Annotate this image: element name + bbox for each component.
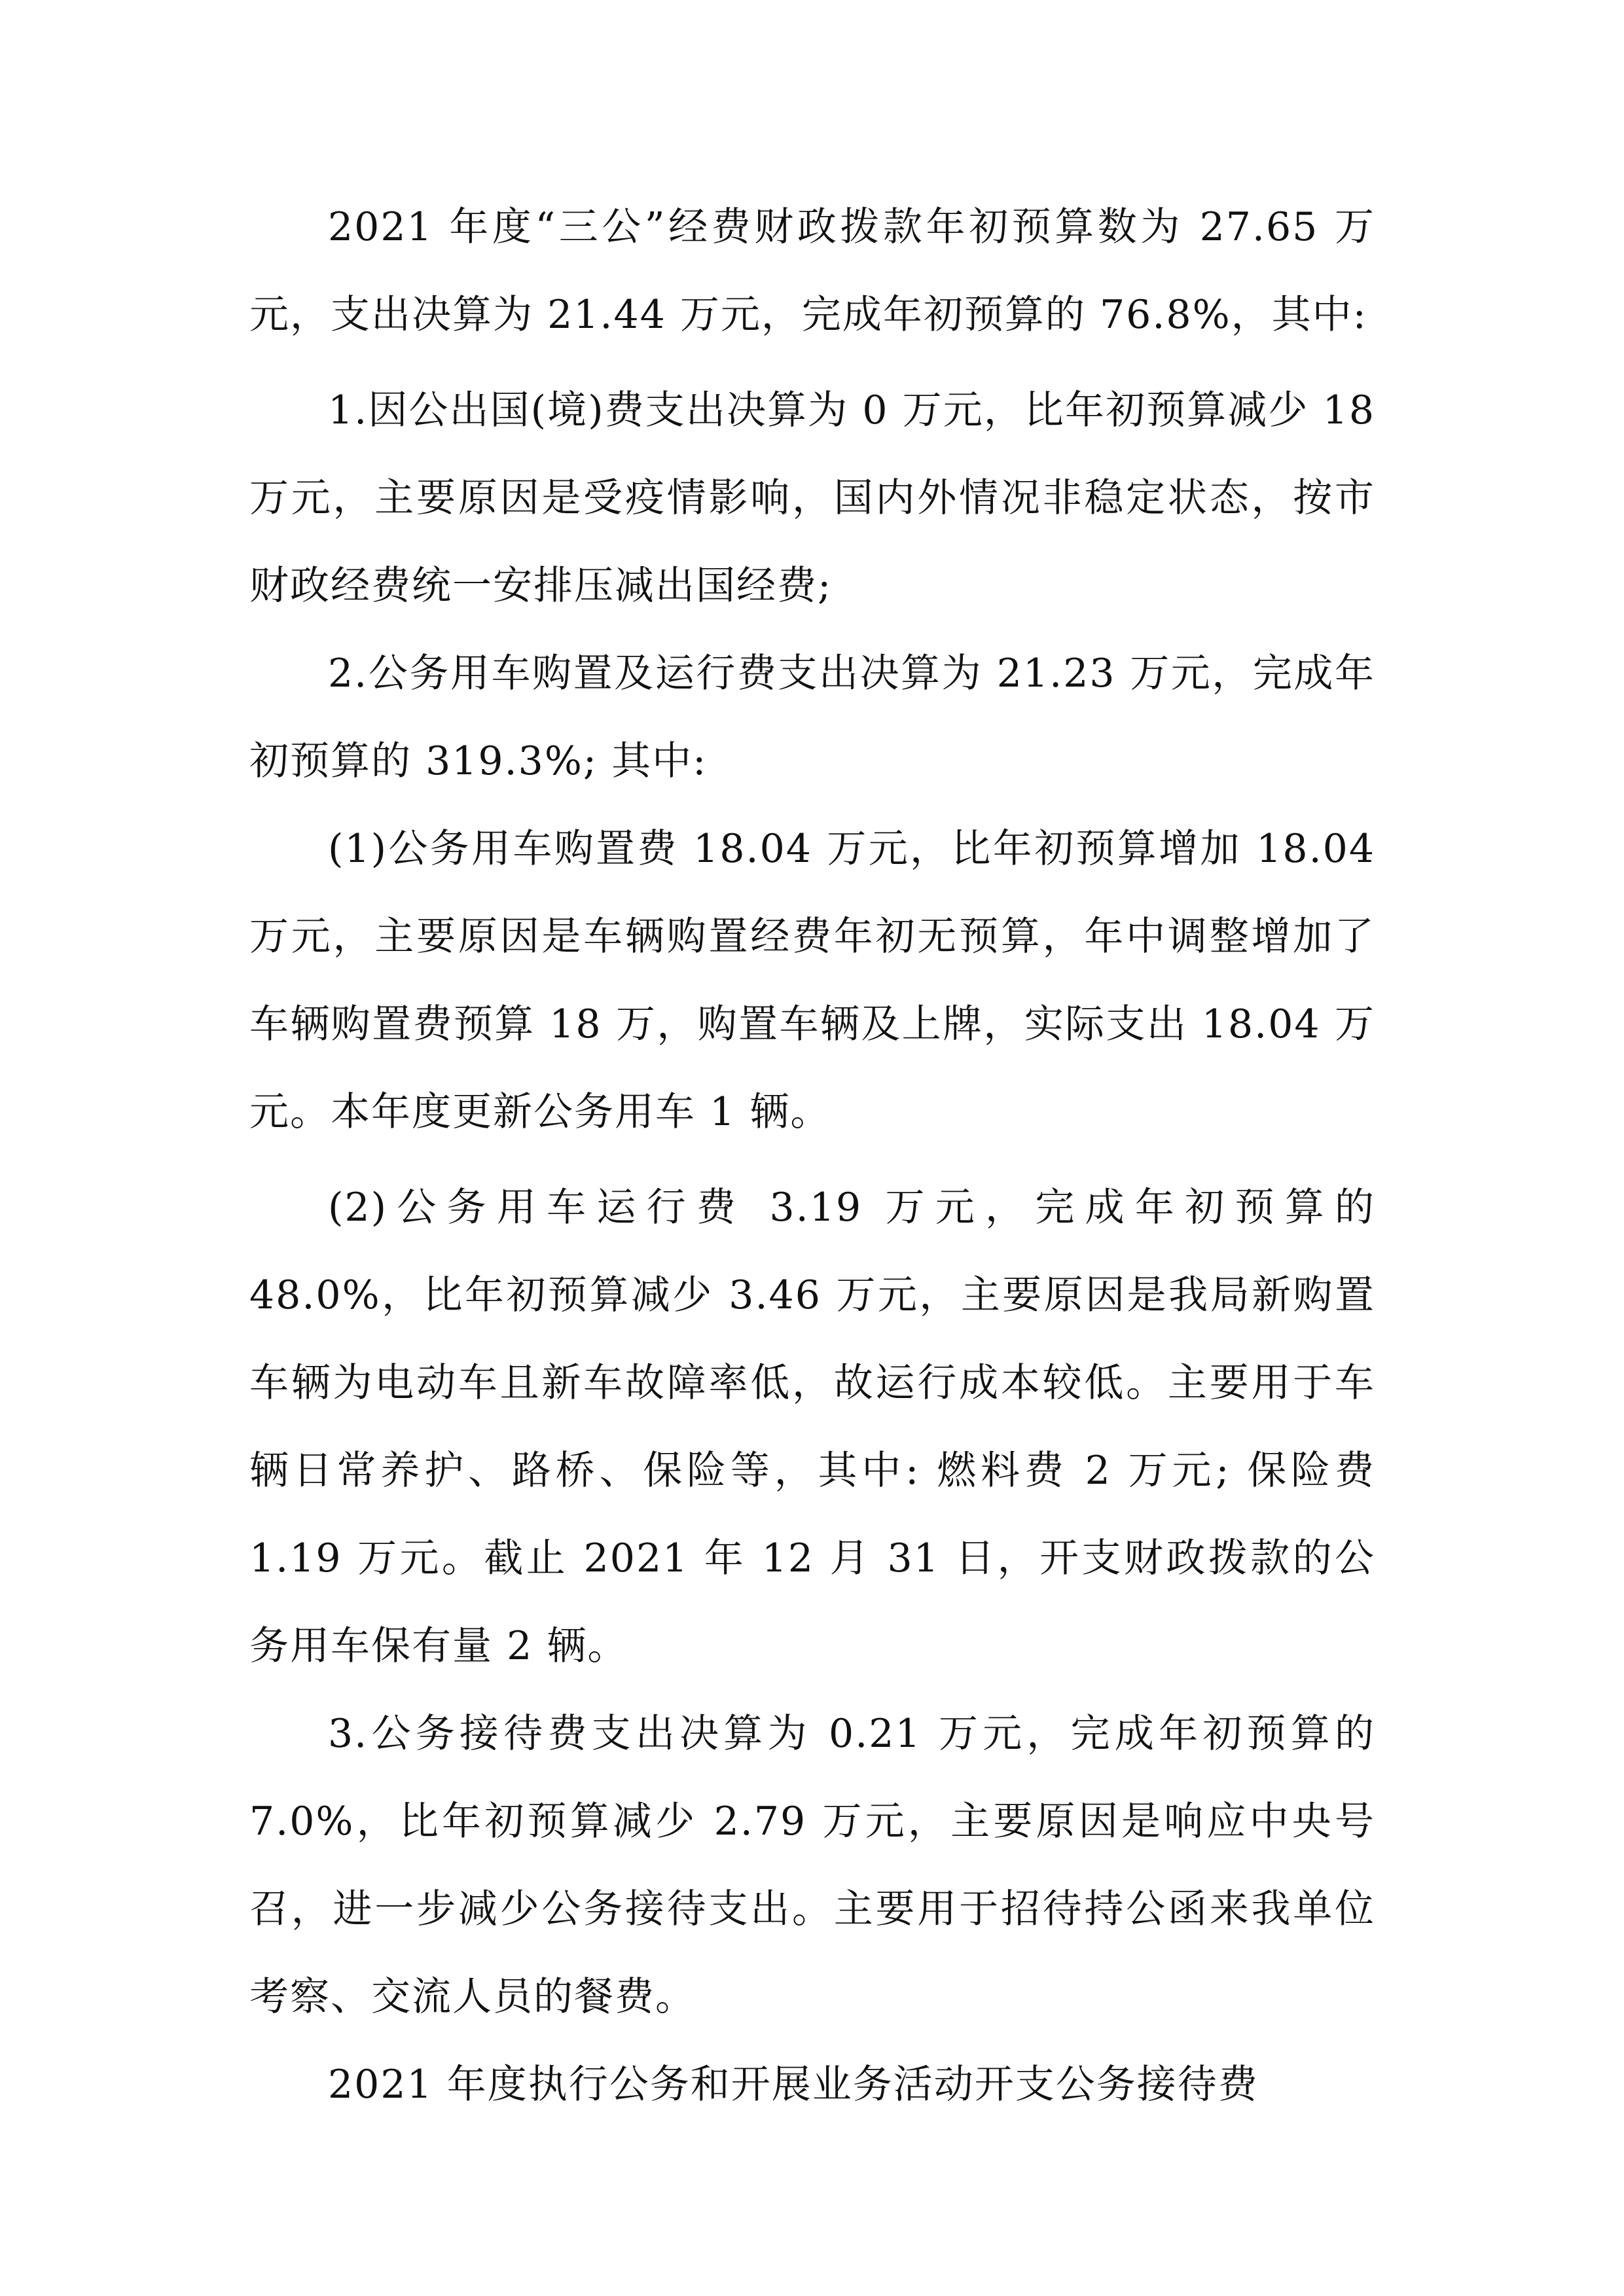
paragraph-overseas-expense: 1.因公出国(境)费支出决算为 0 万元，比年初预算减少 18 万元，主要原因是受疫情影响，国内外情况非稳定状态，按市财政经费统一安排压减出国经费; <box>249 387 1375 609</box>
paragraph-reception-continuation: 2021 年度执行公务和开展业务活动开支公务接待费 <box>328 2062 1259 2108</box>
paragraph-intro-summary: 2021 年度“三公”经费财政拨款年初预算数为 27.65 万元，支出决算为 21.44 万元，完成年初预算的 76.8%，其中: <box>249 204 1375 338</box>
paragraph-reception-expense: 3.公务接待费支出决算为 0.21 万元，完成年初预算的 7.0%，比年初预算减少 2.79 万元，主要原因是响应中央号召，进一步减少公务接待支出。主要用于招待持公函来我单位考察、交流人员的餐费。 <box>249 1711 1375 2020</box>
paragraph-vehicle-expense: 2.公务用车购置及运行费支出决算为 21.23 万元，完成年初预算的 319.3%; 其中: <box>249 651 1375 784</box>
document-body <box>249 183 1375 2128</box>
paragraph-vehicle-purchase: (1)公务用车购置费 18.04 万元，比年初预算增加 18.04 万元，主要原因是车辆购置经费年初无预算，年中调整增加了车辆购置费预算 18 万，购置车辆及上牌，实际支出 18.04 万元。本年度更新公务用车 1 辆。 <box>249 826 1375 1135</box>
paragraph-vehicle-operation: (2)公务用车运行费 3.19 万元，完成年初预算的 48.0%，比年初预算减少 3.46 万元，主要原因是我局新购置车辆为电动车且新车故障率低，故运行成本较低。主要用于车辆日常养护、路桥、保险等，其中: 燃料费 2 万元; 保险费 1.19 万元。截止 2021 年 12 月 31 日，开支财政拨款的公务用车保有量 2 辆。 <box>249 1185 1375 1669</box>
